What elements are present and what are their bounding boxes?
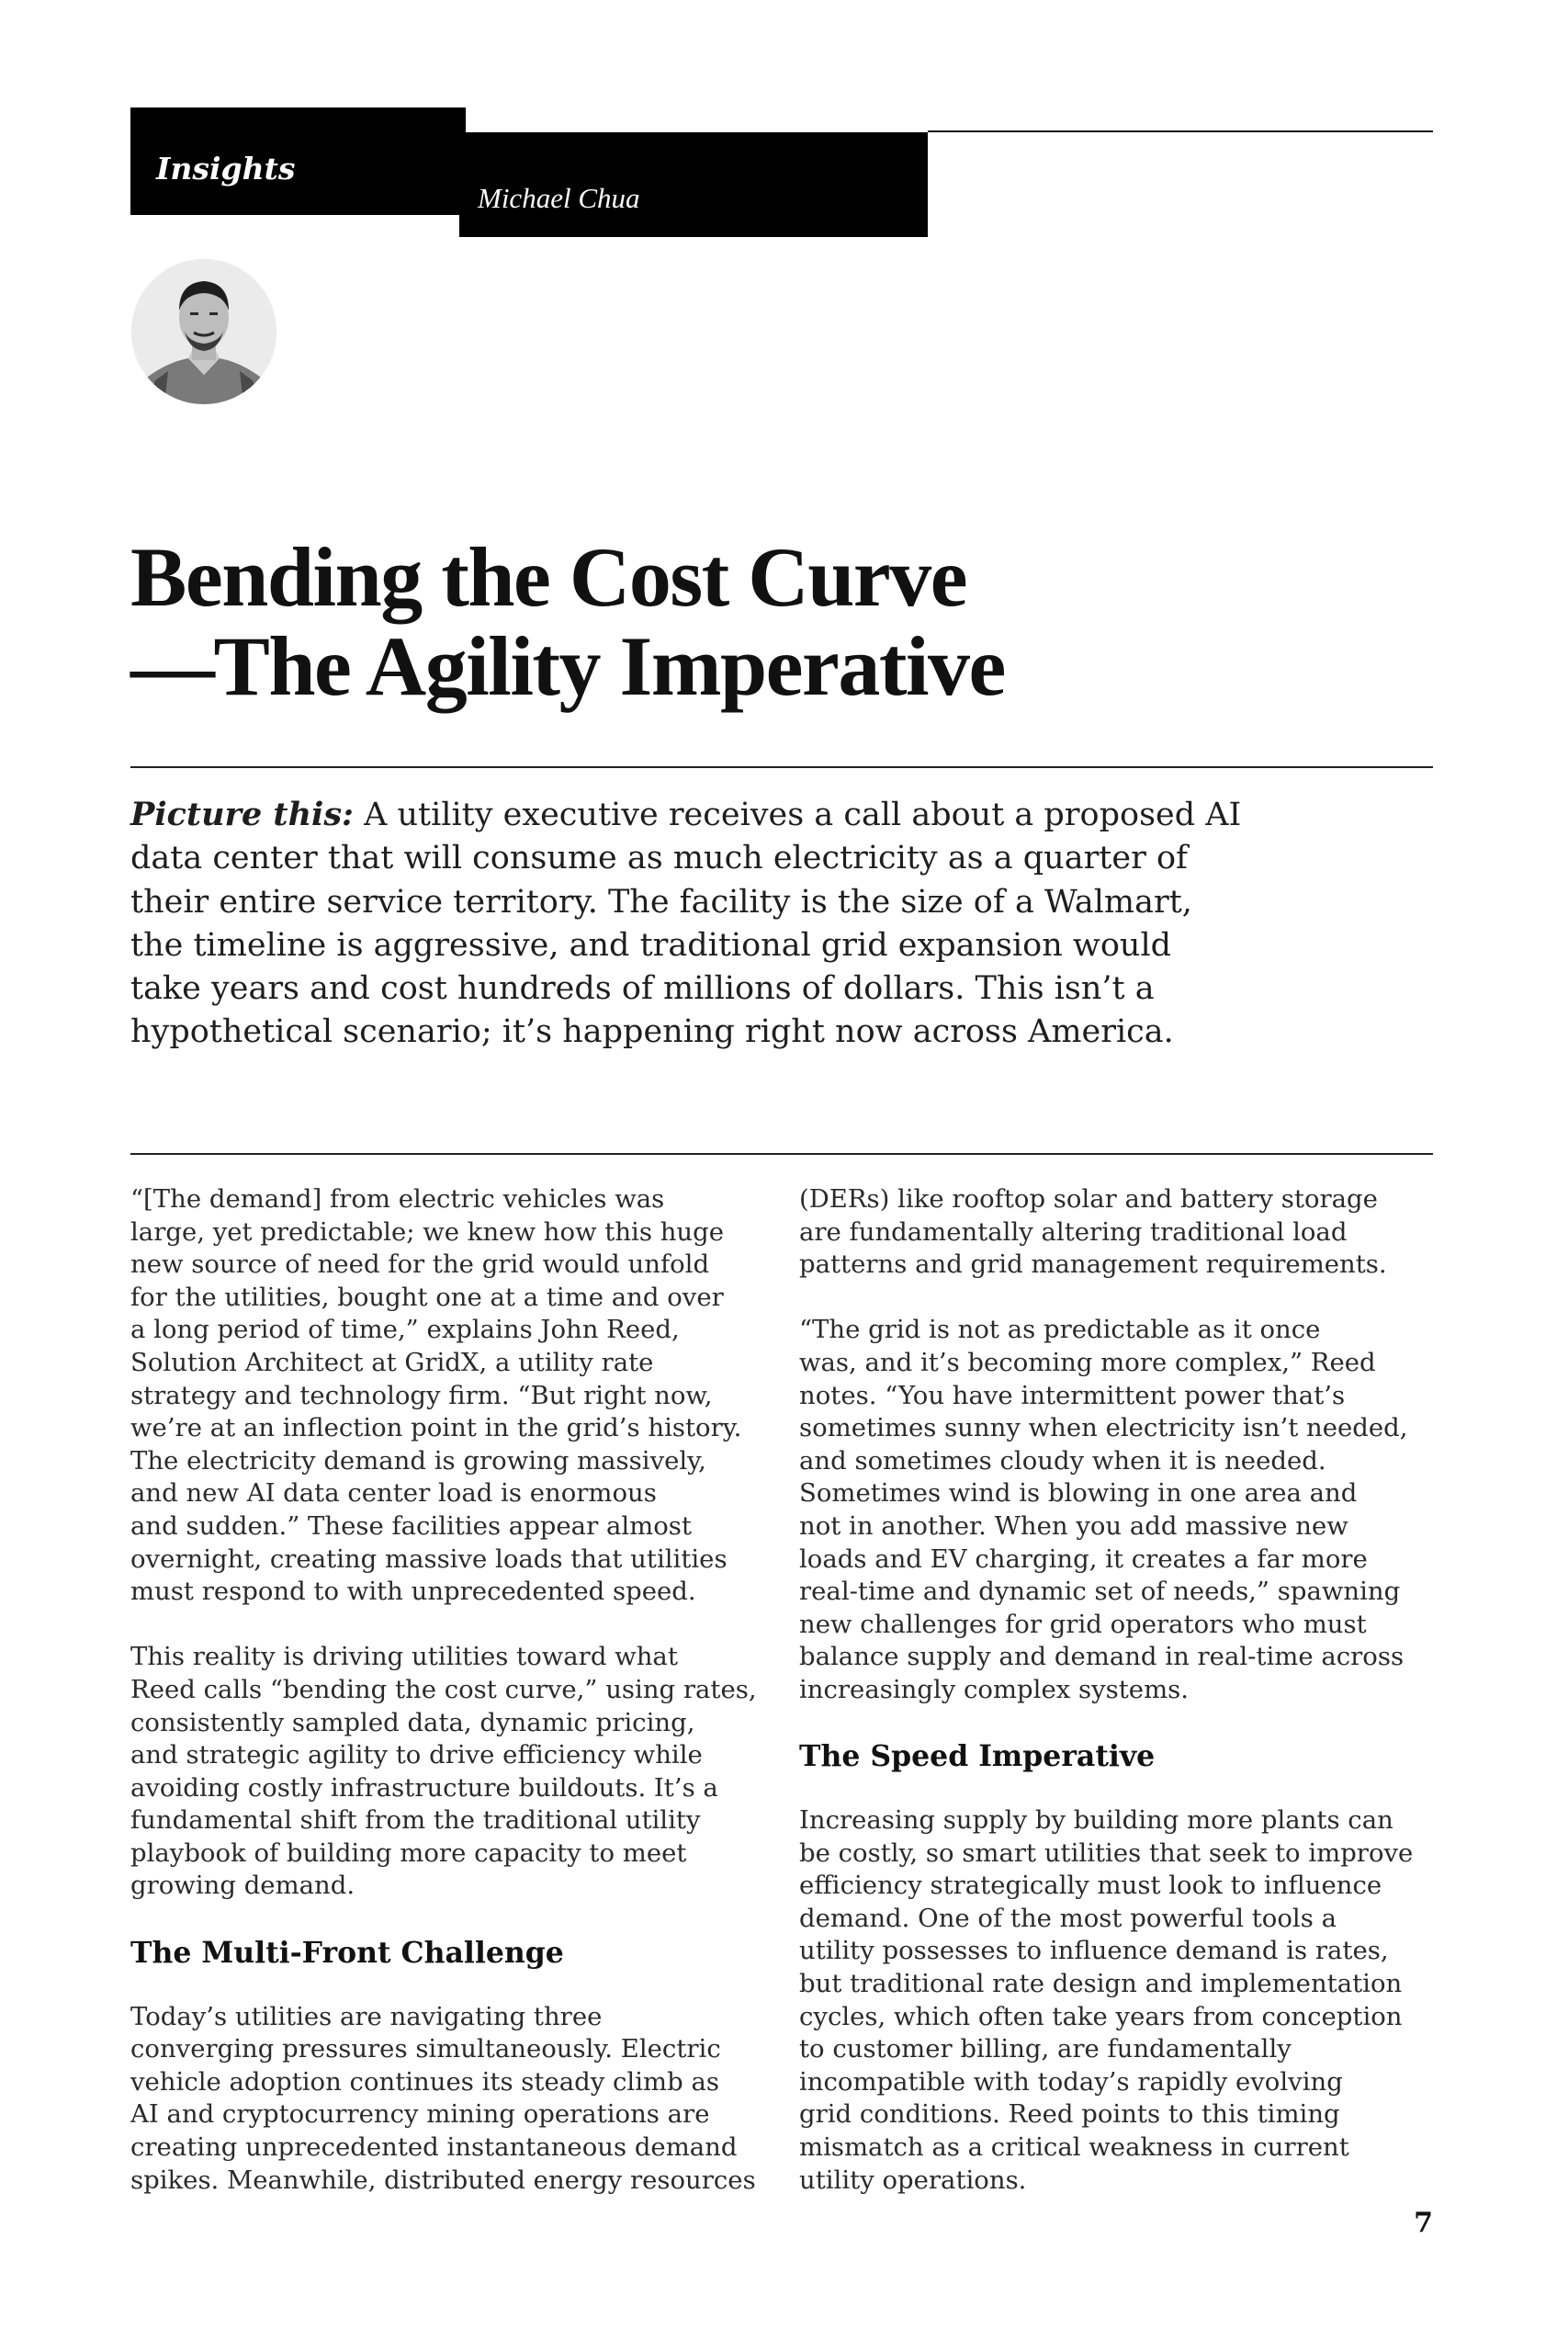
body-line: utility operations.	[799, 2165, 1027, 2195]
body-line: This reality is driving utilities toward what	[130, 1642, 678, 1672]
article-title	[130, 530, 1325, 713]
body-line: mismatch as a critical weakness in current	[799, 2132, 1349, 2163]
body-line: cycles, which often take years from conception	[799, 2001, 1403, 2031]
lead-paragraph	[130, 793, 1325, 1055]
body-line: avoiding costly infrastructure buildouts. It’s a	[130, 1772, 718, 1803]
lead-line	[130, 793, 1325, 837]
body-line: playbook of building more capacity to meet	[130, 1838, 687, 1868]
body-line: Today’s utilities are navigating three	[130, 2001, 603, 2031]
body-line: Sometimes wind is blowing in one area and	[799, 1478, 1358, 1509]
body-line: fundamental shift from the traditional utility	[130, 1805, 701, 1836]
body-line: notes. “You have intermittent power that’s	[799, 1380, 1346, 1410]
body-line: Solution Architect at GridX, a utility rate	[130, 1347, 654, 1377]
section-heading: The Speed Imperative	[799, 1739, 1156, 1774]
body-line: utility possesses to influence demand is rates,	[799, 1936, 1389, 1966]
body-line: demand. One of the most powerful tools a	[799, 1903, 1337, 1933]
lead-line: hypothetical scenario; it’s happening right now across America.	[130, 1013, 1174, 1051]
title-divider	[130, 766, 1433, 768]
body-paragraph	[130, 2001, 773, 2198]
body-line: for the utilities, bought one at a time and over	[130, 1282, 724, 1312]
body-line: new challenges for grid operators who must	[799, 1609, 1367, 1639]
body-line: Reed calls “bending the cost curve,” using rates,	[130, 1674, 757, 1704]
body-line: and strategic agility to drive efficiency while	[130, 1740, 703, 1770]
left-column	[130, 1183, 773, 2230]
author-name: Michael Chua	[478, 182, 640, 214]
body-line: incompatible with today’s rapidly evolving	[799, 2066, 1343, 2097]
body-line: overnight, creating massive loads that utilities	[130, 1544, 728, 1574]
body-paragraph	[130, 1183, 773, 1609]
body-line: loads and EV charging, it creates a far more	[799, 1544, 1368, 1574]
body-line: was, and it’s becoming more complex,” Reed	[799, 1347, 1376, 1377]
lead-line: take years and cost hundreds of millions of dollars. This isn’t a	[130, 970, 1155, 1008]
body-line: “The grid is not as predictable as it once	[799, 1315, 1321, 1345]
title-line: —The Agility Imperative	[130, 619, 1005, 713]
section-label: Insights	[156, 151, 296, 187]
portrait-illustration	[131, 259, 276, 404]
body-line: and sometimes cloudy when it is needed.	[799, 1445, 1326, 1476]
lead-line-text: A utility executive receives a call about a proposed AI	[353, 797, 1242, 833]
body-line: sometimes sunny when electricity isn’t needed,	[799, 1413, 1408, 1443]
body-line: spikes. Meanwhile, distributed energy resources	[130, 2165, 756, 2195]
body-line: but traditional rate design and implementation	[799, 1969, 1403, 1999]
body-line: (DERs) like rooftop solar and battery storage	[799, 1184, 1378, 1214]
body-line: not in another. When you add massive new	[799, 1510, 1348, 1541]
body-paragraph	[799, 1314, 1442, 1706]
body-line: and new AI data center load is enormous	[130, 1478, 657, 1509]
body-line: a long period of time,” explains John Reed,	[130, 1315, 680, 1345]
body-line: efficiency strategically must look to influence	[799, 1871, 1382, 1901]
body-divider	[130, 1153, 1433, 1155]
lead-in: Picture this:	[130, 796, 354, 833]
body-line: AI and cryptocurrency mining operations are	[130, 2099, 710, 2130]
body-line: growing demand.	[130, 1871, 355, 1901]
lead-line: their entire service territory. The facility is the size of a Walmart,	[130, 883, 1192, 921]
body-line: increasingly complex systems.	[799, 1674, 1189, 1704]
body-line: vehicle adoption continues its steady climb as	[130, 2066, 719, 2097]
body-line: must respond to with unprecedented speed.	[130, 1577, 696, 1607]
title-line: Bending the Cost Curve	[130, 530, 967, 624]
body-line: patterns and grid management requirements.	[799, 1250, 1387, 1280]
author-portrait	[131, 259, 276, 404]
body-line: to customer billing, are fundamentally	[799, 2034, 1292, 2064]
lead-line: data center that will consume as much electricity as a quarter of	[130, 840, 1188, 877]
body-line: and sudden.” These facilities appear almost	[130, 1510, 692, 1541]
body-line: strategy and technology firm. “But right now,	[130, 1380, 713, 1410]
page-number: 7	[1414, 2207, 1433, 2239]
body-line: Increasing supply by building more plants can	[799, 1805, 1393, 1836]
body-line: The electricity demand is growing massively,	[130, 1445, 706, 1476]
body-line: real-time and dynamic set of needs,” spawning	[799, 1577, 1401, 1607]
right-column	[799, 1183, 1442, 2230]
body-line: be costly, so smart utilities that seek to improve	[799, 1838, 1414, 1868]
header-rule	[928, 130, 1433, 132]
body-line: large, yet predictable; we knew how this huge	[130, 1216, 724, 1247]
section-heading: The Multi-Front Challenge	[130, 1935, 564, 1970]
body-line: balance supply and demand in real-time across	[799, 1642, 1404, 1672]
body-line: grid conditions. Reed points to this timing	[799, 2099, 1340, 2130]
body-line: “[The demand] from electric vehicles was	[130, 1184, 665, 1214]
body-line: we’re at an inflection point in the grid’s history.	[130, 1413, 742, 1443]
body-paragraph	[799, 1804, 1442, 2197]
lead-line: the timeline is aggressive, and traditional grid expansion would	[130, 926, 1172, 964]
body-line: converging pressures simultaneously. Electric	[130, 2034, 721, 2064]
body-paragraph	[130, 1641, 773, 1903]
body-line: are fundamentally altering traditional load	[799, 1216, 1348, 1247]
body-paragraph	[799, 1183, 1442, 1282]
body-line: consistently sampled data, dynamic pricing,	[130, 1707, 695, 1737]
body-line: creating unprecedented instantaneous demand	[130, 2132, 738, 2163]
body-line: new source of need for the grid would unfold	[130, 1250, 710, 1280]
